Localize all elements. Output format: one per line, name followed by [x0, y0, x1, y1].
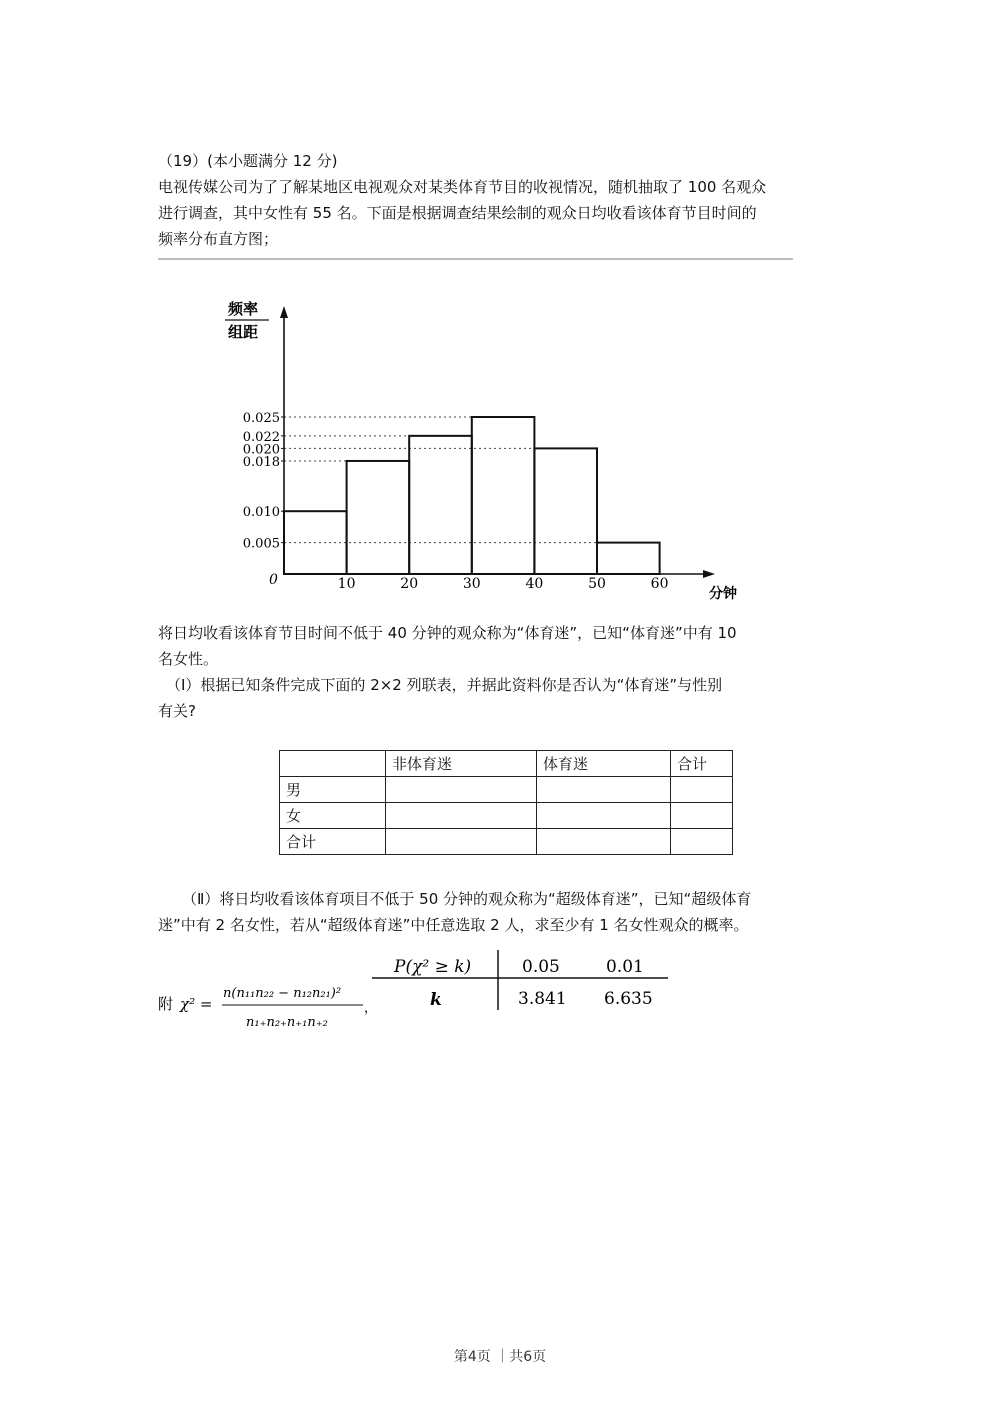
critical-value-table: [372, 950, 672, 1012]
y-axis-arrow-icon: [280, 306, 288, 318]
x-tick-label: 20: [400, 576, 419, 592]
p-value: 0.01: [606, 957, 644, 977]
table-cell: [537, 777, 671, 803]
table-cell: [386, 803, 537, 829]
y-tick-label: 0.005: [242, 536, 280, 552]
y-tick-label: 0.020: [242, 442, 280, 458]
table-row: [280, 777, 733, 803]
row-label: 合计: [280, 829, 386, 855]
histogram-chart: [225, 292, 755, 612]
chart-bars: [284, 417, 660, 574]
x-tick-label: 50: [588, 576, 606, 592]
table-row: [280, 803, 733, 829]
table-row: [280, 829, 733, 855]
formula-lhs: χ² =: [180, 995, 213, 1013]
y-tick-label: 0.022: [242, 429, 280, 445]
k-value: 3.841: [518, 989, 567, 1009]
intro-line-3: 频率分布直方图；: [158, 230, 279, 248]
x-axis-arrow-icon: [703, 570, 715, 578]
y-label-top: 频率: [228, 300, 259, 318]
table-cell: [537, 803, 671, 829]
formula-numerator: n(n₁₁n₂₂ − n₁₂n₂₁)²: [223, 986, 342, 1001]
histogram-bar: [347, 461, 410, 574]
appendix-prefix: 附: [158, 995, 174, 1013]
table-cell: [671, 803, 733, 829]
question-header: [158, 148, 337, 174]
table-cell: [537, 829, 671, 855]
part1-line-2: 有关?: [158, 702, 196, 720]
origin-label: 0: [269, 572, 278, 588]
part1-line-1: （Ⅰ）根据已知条件完成下面的 2×2 列联表，并据此资料你是否认为“体育迷”与性别: [166, 676, 723, 694]
y-tick-label: 0.025: [242, 411, 280, 426]
part2-line-2: 迷”中有 2 名女性，若从“超级体育迷”中任意选取 2 人，求至少有 1 名女性观众的概率。: [158, 916, 749, 934]
intro-line-1: 电视传媒公司为了了解某地区电视观众对某类体育节目的收视情况，随机抽取了 100 名观众: [158, 178, 767, 196]
k-value: 6.635: [604, 989, 653, 1009]
table-header-cell: 非体育迷: [386, 751, 537, 777]
table-cell: [386, 829, 537, 855]
table-header-cell: 合计: [671, 751, 733, 777]
x-tick-label: 30: [462, 576, 481, 592]
table-header-row: [280, 751, 733, 777]
x-tick-label: 40: [525, 576, 544, 592]
table-cell: [386, 777, 537, 803]
x-tick-label: 60: [650, 576, 669, 592]
y-tick-labels: [243, 411, 284, 552]
histogram-bar: [534, 448, 597, 574]
table-cell: [671, 777, 733, 803]
part2-line-1: （Ⅱ）将日均收看该体育项目不低于 50 分钟的观众称为“超级体育迷”，已知“超级体育: [182, 890, 752, 908]
formula-denominator: n₁₊n₂₊n₊₁n₊₂: [246, 1015, 328, 1030]
question-number: （19）: [158, 152, 208, 170]
k-header: k: [430, 990, 442, 1010]
y-tick-label: 0.010: [242, 505, 280, 521]
formula-comma: ，: [364, 1001, 378, 1016]
row-label: 男: [280, 777, 386, 803]
histogram-bar: [472, 417, 535, 574]
x-tick-labels: [338, 576, 669, 592]
x-axis-label: 分钟: [709, 586, 737, 602]
y-tick-label: 0.018: [242, 454, 280, 470]
row-label: 女: [280, 803, 386, 829]
table-header-cell: 体育迷: [537, 751, 671, 777]
question-score: (本小题满分 12 分): [207, 152, 338, 170]
histogram-bar: [409, 436, 472, 574]
after-chart-line-1: 将日均收看该体育节目时间不低于 40 分钟的观众称为“体育迷”，已知“体育迷”中有 10: [158, 624, 737, 642]
y-label-bottom: 组距: [228, 323, 259, 341]
page-footer: 第4页 ｜共6页: [453, 1349, 547, 1365]
p-value: 0.05: [522, 957, 560, 977]
p-header: P(χ² ≥ k): [394, 957, 472, 977]
contingency-table: [279, 750, 733, 855]
table-cell: [671, 829, 733, 855]
table-cell: [280, 751, 386, 777]
x-tick-label: 10: [337, 576, 356, 592]
after-chart-line-2: 名女性。: [158, 650, 219, 668]
histogram-bar: [597, 543, 660, 574]
chi-square-formula: [158, 980, 378, 1040]
divider: [158, 258, 793, 260]
intro-line-2: 进行调查，其中女性有 55 名。下面是根据调查结果绘制的观众日均收看该体育节目时间的: [158, 204, 757, 222]
